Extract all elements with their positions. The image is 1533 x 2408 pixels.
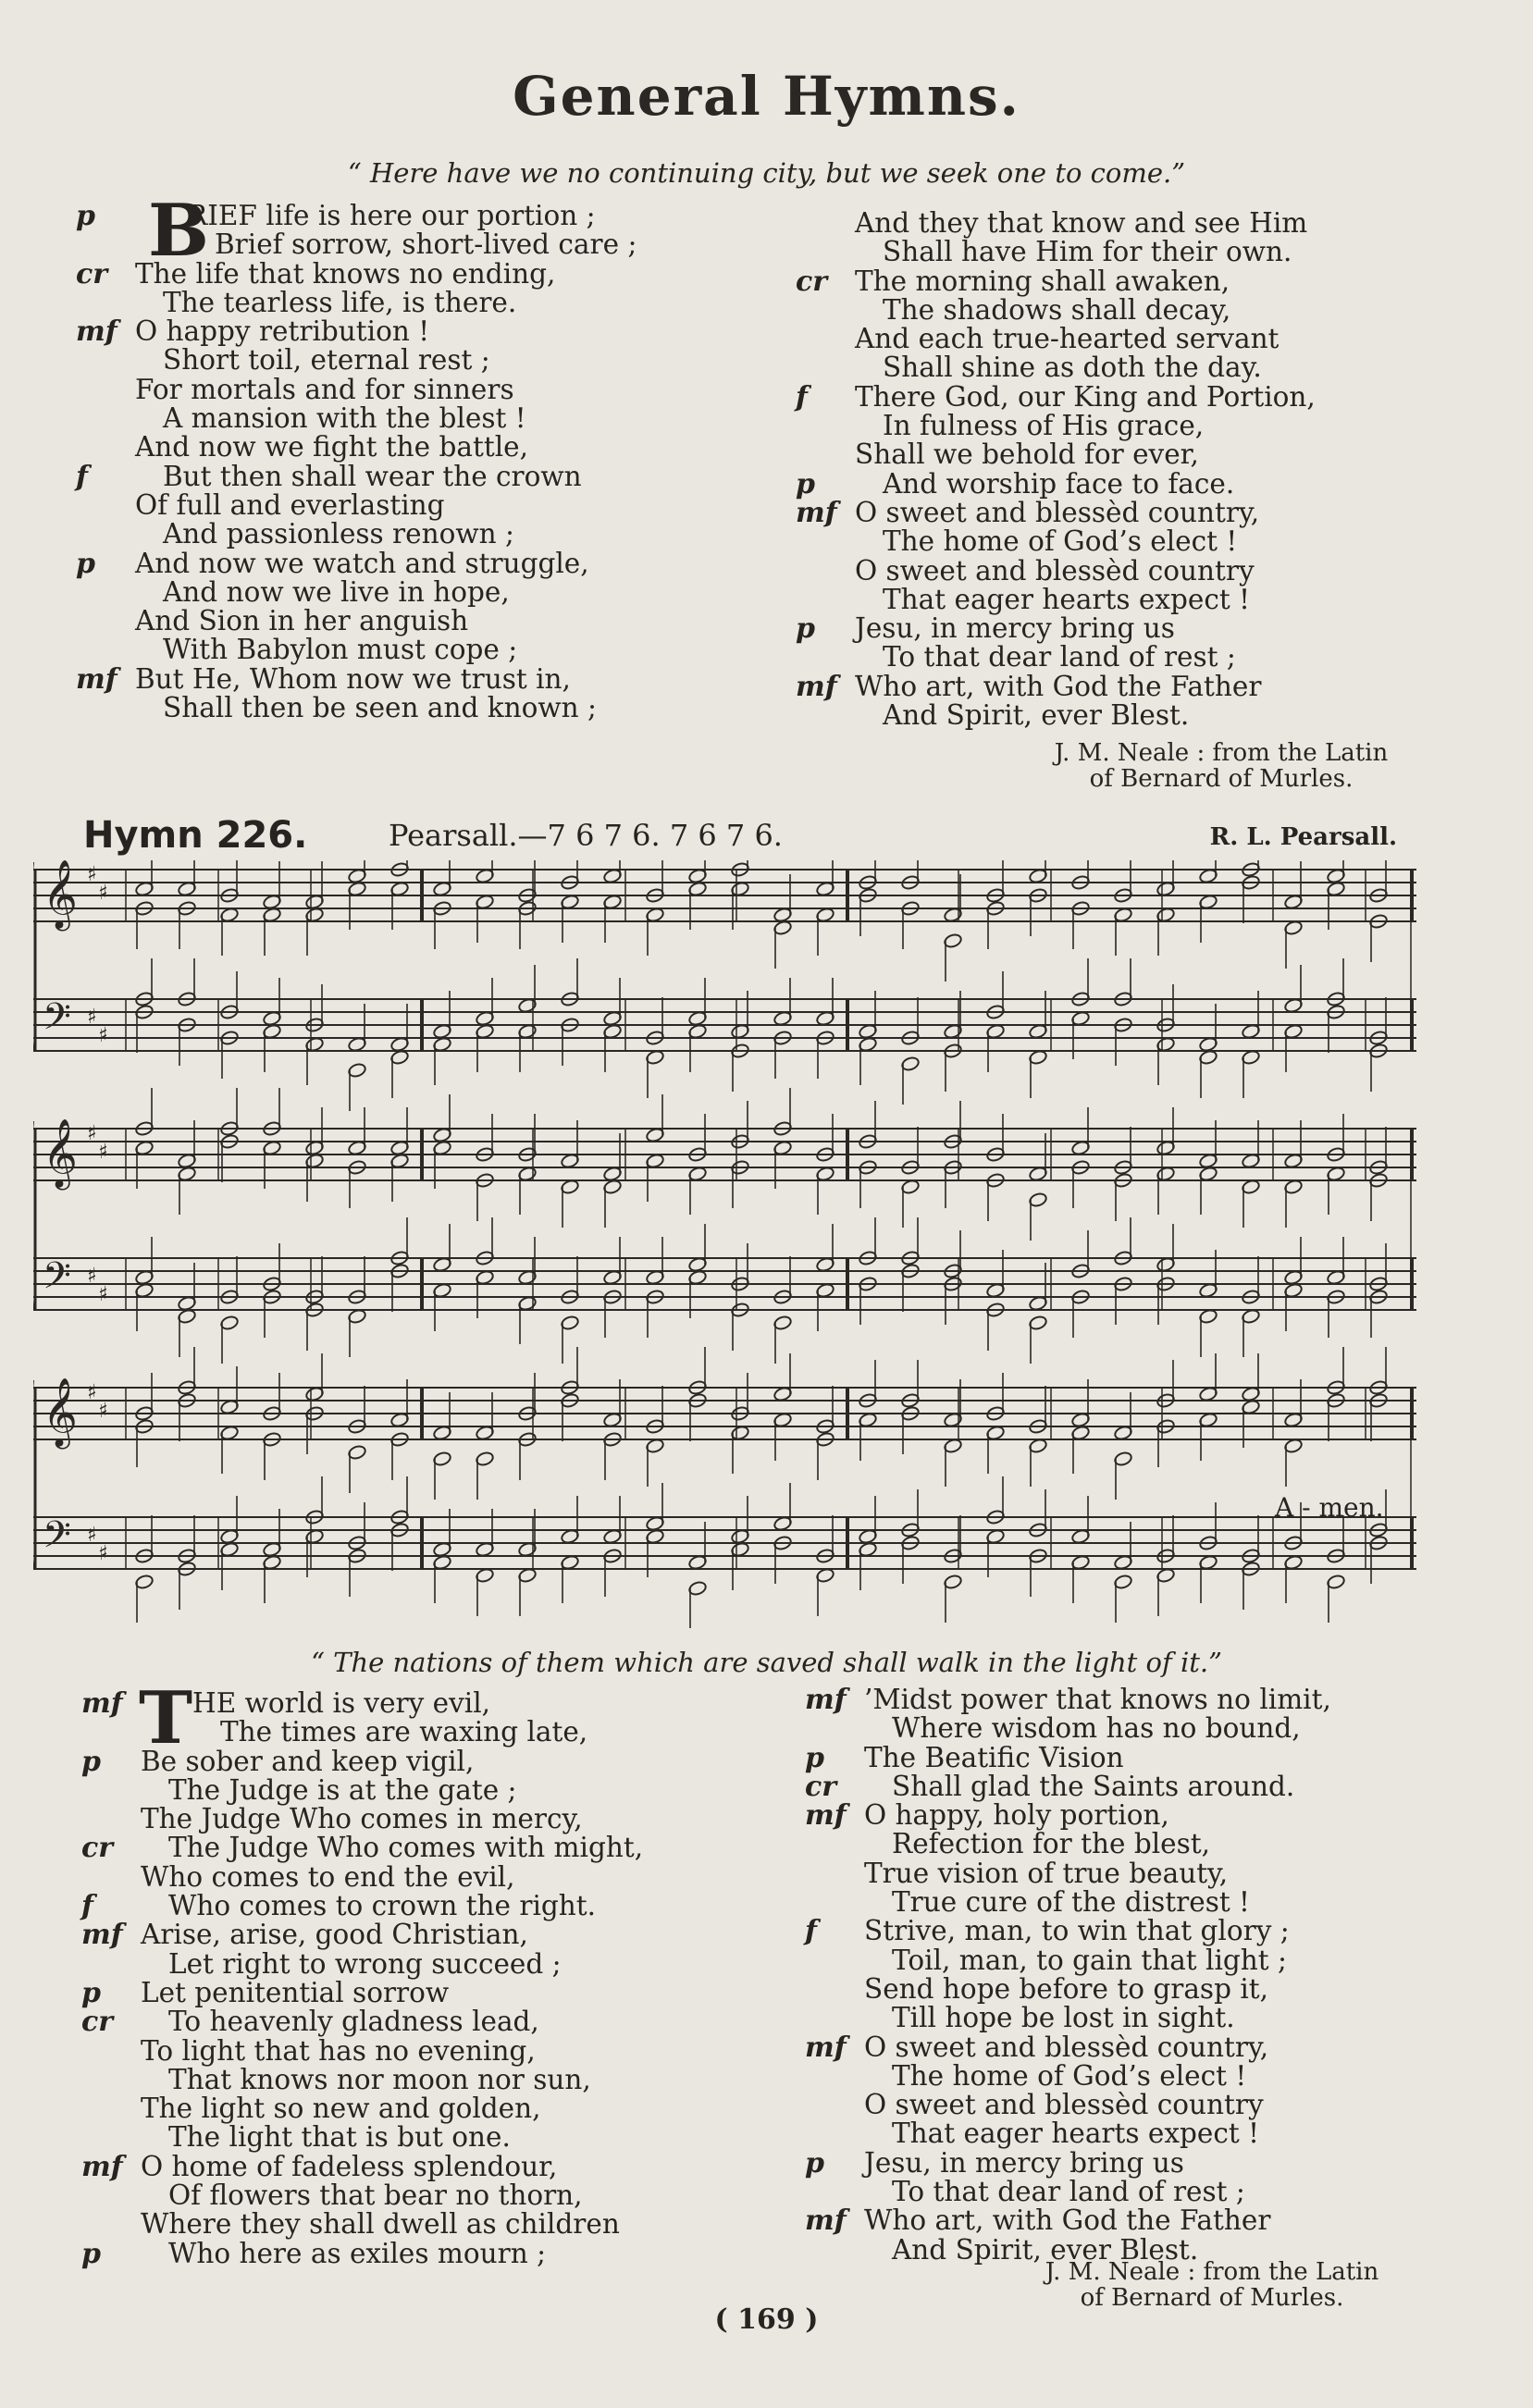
verse-line xyxy=(796,670,1316,703)
dynamic-marking xyxy=(76,433,135,462)
dynamic-marking xyxy=(81,1805,141,1834)
verse-text: True vision of true beauty, xyxy=(864,1857,1229,1889)
verse-text: Jesu, in mercy bring us xyxy=(855,612,1175,645)
dynamic-marking xyxy=(805,1714,864,1743)
verse-line xyxy=(81,2210,643,2239)
verse-line xyxy=(805,1772,1331,1801)
hymn-226-heading xyxy=(83,814,1397,860)
verse-line xyxy=(81,2237,643,2270)
verse-line xyxy=(796,554,1316,587)
dynamic-marking: mf xyxy=(76,662,117,696)
dynamic-marking: mf xyxy=(76,315,117,349)
svg-text:♯: ♯ xyxy=(98,1400,108,1423)
svg-text:♯: ♯ xyxy=(87,863,97,886)
page-number: ( 169 ) xyxy=(714,2303,819,2336)
svg-text:𝄢: 𝄢 xyxy=(43,1513,71,1565)
verse-line xyxy=(81,1805,643,1834)
verse-line xyxy=(796,701,1316,730)
verse-text: O home of fadeless splendour, xyxy=(141,2150,558,2182)
verse-text: To heavenly gladness lead, xyxy=(168,2006,539,2038)
dynamic-marking xyxy=(796,440,855,469)
dynamic-marking: f xyxy=(81,1890,93,1923)
svg-text:♯: ♯ xyxy=(98,1024,108,1047)
dynamic-marking xyxy=(796,586,855,614)
dynamic-marking xyxy=(76,289,135,317)
tune-name: Pearsall.—7 6 7 6. 7 6 7 6. xyxy=(389,818,783,853)
svg-text:𝄞: 𝄞 xyxy=(43,1378,78,1447)
dynamic-marking xyxy=(805,2119,864,2148)
verse-line xyxy=(81,1860,643,1893)
verse-text: That eager hearts expect ! xyxy=(883,583,1250,615)
hymn-226-right-column xyxy=(805,1686,1331,2265)
verse-line xyxy=(796,293,1316,326)
dynamic-marking: p xyxy=(805,2146,824,2180)
dynamic-marking xyxy=(76,491,135,520)
verse-text: Who comes to crown the right. xyxy=(168,1890,597,1922)
dynamic-marking xyxy=(81,1950,141,1979)
hymn-225-left-column xyxy=(76,189,637,724)
verse-line xyxy=(805,1741,1331,1774)
dynamic-marking xyxy=(805,1946,864,1975)
dynamic-marking xyxy=(76,346,135,375)
dynamic-marking xyxy=(796,296,855,325)
dynamic-marking xyxy=(76,578,135,607)
verse-line xyxy=(76,286,637,318)
verse-line xyxy=(76,547,637,580)
verse-text: Where they shall dwell as children xyxy=(141,2208,620,2241)
verse-line xyxy=(805,1799,1331,1833)
dynamic-marking xyxy=(796,209,855,238)
verse-text: The home of God’s elect ! xyxy=(892,2059,1247,2092)
verse-text: The life that knows no ending, xyxy=(135,257,556,290)
verse-text: But then shall wear the crown xyxy=(163,460,582,492)
dynamic-marking: f xyxy=(805,1915,817,1948)
verse-line xyxy=(81,2063,643,2095)
verse-text: Shall then be seen and known ; xyxy=(163,692,597,724)
verse-line xyxy=(81,2034,643,2067)
verse-line xyxy=(796,643,1316,672)
verse-text: True cure of the distrest ! xyxy=(892,1886,1250,1919)
verse-text: The tearless life, is there. xyxy=(163,286,517,318)
dynamic-marking xyxy=(805,2236,864,2265)
dynamic-marking xyxy=(81,2037,141,2066)
verse-text: The home of God’s elect ! xyxy=(883,525,1238,558)
verse-line xyxy=(805,2004,1331,2032)
verse-line xyxy=(81,1832,644,1865)
verse-line xyxy=(76,373,637,405)
dynamic-marking: mf xyxy=(81,1919,123,1952)
dynamic-marking xyxy=(796,238,855,266)
verse-lines xyxy=(76,189,637,724)
verse-text: O sweet and blessèd country xyxy=(864,2089,1264,2121)
verse-text: O happy, holy portion, xyxy=(864,1799,1169,1832)
hymn-225-right-column xyxy=(796,209,1316,730)
svg-text:♯: ♯ xyxy=(98,882,108,905)
svg-text:𝄢: 𝄢 xyxy=(43,1254,71,1306)
svg-text:♯: ♯ xyxy=(87,1122,97,1145)
verse-text: There God, our King and Portion, xyxy=(855,380,1316,413)
verse-text: Who here as exiles mourn ; xyxy=(168,2237,547,2269)
dynamic-marking: p xyxy=(76,547,95,580)
dynamic-marking xyxy=(805,2091,864,2119)
dynamic-marking: mf xyxy=(805,2204,847,2238)
verse-line xyxy=(76,607,637,636)
hymn-225-attribution xyxy=(1018,740,1425,792)
verse-line xyxy=(76,315,637,349)
svg-text:𝄢: 𝄢 xyxy=(43,995,71,1047)
verse-line xyxy=(76,662,637,696)
verse-line xyxy=(81,1773,643,1806)
verse-text: RIEF life is here our portion ; xyxy=(187,200,596,231)
dynamic-marking: mf xyxy=(796,496,837,529)
verse-text: Let penitential sorrow xyxy=(141,1976,450,2008)
dynamic-marking xyxy=(81,1776,141,1805)
svg-text:♯: ♯ xyxy=(87,1381,97,1404)
verse-text: And Spirit, ever Blest. xyxy=(892,2233,1199,2266)
verse-text: A mansion with the blest ! xyxy=(163,402,526,435)
verse-line xyxy=(796,467,1316,500)
verse-line xyxy=(76,488,637,521)
verse-text: Shall we behold for ever, xyxy=(855,438,1199,471)
verse-text: O sweet and blessèd country xyxy=(855,554,1255,587)
hymn-226-left-column xyxy=(81,1676,644,2270)
verse-line xyxy=(76,433,637,462)
verse-text: Short toil, eternal rest ; xyxy=(163,344,490,377)
verse-text: And now we live in hope, xyxy=(163,575,510,608)
verse-line xyxy=(81,2150,643,2183)
dynamic-marking xyxy=(76,230,135,259)
verse-text: To that dear land of rest ; xyxy=(883,641,1236,673)
dynamic-marking xyxy=(805,2004,864,2032)
dynamic-marking xyxy=(805,2178,864,2206)
verse-text: The times are waxing late, xyxy=(220,1716,588,1748)
dynamic-marking xyxy=(76,520,135,549)
dynamic-marking xyxy=(805,1888,864,1917)
verse-text: To that dear land of rest ; xyxy=(892,2176,1245,2208)
verse-line xyxy=(805,1946,1331,1975)
verse-line xyxy=(81,2094,643,2123)
verse-line xyxy=(796,612,1316,646)
verse-line xyxy=(805,1972,1331,2005)
verse-text: Where wisdom has no bound, xyxy=(892,1712,1301,1745)
verse-line xyxy=(805,2091,1331,2119)
dynamic-marking: cr xyxy=(796,265,828,298)
dynamic-marking xyxy=(805,2062,864,2091)
verse-text: And Sion in her anguish xyxy=(135,605,469,637)
dynamic-marking: mf xyxy=(81,2150,123,2183)
dynamic-marking xyxy=(81,1718,141,1747)
verse-line xyxy=(81,1890,643,1923)
dynamic-marking: cr xyxy=(81,2006,114,2039)
dynamic-marking: mf xyxy=(796,670,837,703)
dynamic-marking xyxy=(796,527,855,556)
verse-text: Be sober and keep vigil, xyxy=(141,1745,475,1777)
verse-text: The Judge Who comes with might, xyxy=(168,1832,644,1864)
dynamic-marking: f xyxy=(76,460,88,493)
verse-text: Jesu, in mercy bring us xyxy=(864,2146,1184,2179)
dynamic-marking xyxy=(796,325,855,353)
verse-text: To light that has no evening, xyxy=(141,2034,536,2067)
svg-text:♯: ♯ xyxy=(98,1141,108,1164)
verse-line xyxy=(805,2033,1331,2062)
verse-line xyxy=(805,1686,1331,1714)
verse-text: Shall glad the Saints around. xyxy=(892,1770,1295,1802)
verse-text: And worship face to face. xyxy=(883,467,1235,500)
verse-line xyxy=(81,1919,643,1952)
amen-lyric: A - men. xyxy=(1275,1492,1384,1523)
verse-text: In fulness of His grace, xyxy=(883,410,1205,442)
svg-text:♯: ♯ xyxy=(87,1006,97,1029)
svg-text:♯: ♯ xyxy=(98,1542,108,1565)
dynamic-marking xyxy=(81,1863,141,1892)
verse-line xyxy=(796,440,1316,469)
attribution-line: J. M. Neale : from the Latin xyxy=(1054,739,1389,767)
verse-text: O sweet and blessèd country, xyxy=(855,496,1260,528)
verse-line xyxy=(76,636,637,664)
verse-text: Shall shine as doth the day. xyxy=(883,352,1262,384)
dynamic-marking xyxy=(805,1830,864,1858)
svg-text:𝄞: 𝄞 xyxy=(43,860,78,929)
verse-line xyxy=(76,346,637,375)
dynamic-marking xyxy=(76,376,135,404)
dynamic-marking: p xyxy=(81,1745,101,1778)
verse-line xyxy=(805,2059,1331,2092)
verse-text: And now we fight the battle, xyxy=(135,431,528,463)
verse-text: Brief sorrow, short-lived care ; xyxy=(215,228,637,261)
verse-text: Of full and everlasting xyxy=(135,488,445,521)
dynamic-marking: p xyxy=(81,2237,101,2270)
verse-line xyxy=(81,2123,643,2152)
dynamic-marking xyxy=(76,636,135,664)
svg-text:♯: ♯ xyxy=(87,1524,97,1547)
dynamic-marking xyxy=(76,404,135,433)
verse-text: And Spirit, ever Blest. xyxy=(883,699,1190,732)
verse-text: That eager hearts expect ! xyxy=(892,2118,1259,2150)
dynamic-marking xyxy=(81,2123,141,2152)
dynamic-marking xyxy=(76,694,135,722)
dynamic-marking xyxy=(81,2210,141,2239)
verse-text: And now we watch and struggle, xyxy=(135,547,589,579)
verse-text: The light so new and golden, xyxy=(141,2093,541,2125)
verse-line xyxy=(805,1859,1331,1888)
verse-text: The morning shall awaken, xyxy=(855,265,1230,297)
verse-text: The Beatific Vision xyxy=(864,1741,1124,1773)
dynamic-marking: p xyxy=(796,612,815,646)
dynamic-marking: p xyxy=(81,1976,101,2009)
verse-line xyxy=(805,2178,1331,2206)
verse-line xyxy=(76,694,637,722)
verse-text: The Judge Who comes in mercy, xyxy=(141,1803,583,1835)
verse-text: Let right to wrong succeed ; xyxy=(168,1947,562,1980)
verse-line xyxy=(796,527,1316,556)
verse-line xyxy=(796,209,1316,238)
verse-text: Strive, man, to win that glory ; xyxy=(864,1915,1290,1947)
dynamic-marking: mf xyxy=(81,1687,123,1720)
verse-text: With Babylon must cope ; xyxy=(163,634,518,666)
attribution-line: of Bernard of Murles. xyxy=(1089,765,1354,793)
verse-text: Arise, arise, good Christian, xyxy=(141,1919,528,1951)
dynamic-marking: p xyxy=(796,467,815,500)
verse-text: Shall have Him for their own. xyxy=(883,236,1292,268)
dynamic-marking xyxy=(81,2094,141,2123)
music-score xyxy=(33,860,1430,1628)
dynamic-marking: p xyxy=(805,1741,824,1774)
dynamic-marking xyxy=(796,701,855,730)
svg-text:♯: ♯ xyxy=(87,1265,97,1288)
attribution-line: of Bernard of Murles. xyxy=(1080,2284,1344,2312)
verse-line xyxy=(81,1976,643,2009)
attribution-line: J. M. Neale : from the Latin xyxy=(1045,2258,1379,2286)
verse-line xyxy=(76,404,637,433)
verse-text: ’Midst power that knows no limit, xyxy=(864,1684,1331,1715)
verse-text: But He, Whom now we trust in, xyxy=(135,662,571,695)
dynamic-marking xyxy=(81,2181,141,2210)
verse-line xyxy=(76,520,637,549)
verse-text: And passionless renown ; xyxy=(163,518,514,550)
verse-text: The light that is but one. xyxy=(168,2121,511,2154)
verse-line xyxy=(796,496,1316,529)
verse-text: Who art, with God the Father xyxy=(864,2204,1271,2237)
dynamic-marking: mf xyxy=(805,1684,847,1716)
verse-text: And they that know and see Him xyxy=(855,207,1308,239)
dynamic-marking xyxy=(796,412,855,440)
verse-line xyxy=(796,238,1316,266)
dynamic-marking: cr xyxy=(76,257,108,290)
verse-text: Send hope before to grasp it, xyxy=(864,1972,1268,2005)
verse-line xyxy=(805,1915,1331,1948)
verse-line xyxy=(805,1714,1331,1743)
verse-text: The Judge is at the gate ; xyxy=(168,1773,517,1806)
dynamic-marking xyxy=(796,353,855,382)
verse-text: Toil, man, to gain that light ; xyxy=(892,1944,1287,1976)
verse-line xyxy=(76,460,637,493)
dynamic-marking: mf xyxy=(805,1799,847,1833)
verse-text: O happy retribution ! xyxy=(135,315,430,348)
verse-text: That knows nor moon nor sun, xyxy=(168,2063,591,2095)
svg-text:𝄞: 𝄞 xyxy=(43,1119,78,1188)
verse-line xyxy=(805,2119,1331,2148)
verse-line xyxy=(796,412,1316,440)
hymn-225-epigraph: “ Here have we no continuing city, but we seek one to come.” xyxy=(347,157,1186,189)
dynamic-marking xyxy=(76,607,135,636)
svg-text:♯: ♯ xyxy=(98,1283,108,1306)
dynamic-marking: p xyxy=(76,200,95,232)
verse-text: Who art, with God the Father xyxy=(855,670,1262,702)
verse-line xyxy=(805,1888,1331,1917)
dynamic-marking xyxy=(81,2066,141,2094)
verse-text: The shadows shall decay, xyxy=(883,293,1231,326)
verse-line xyxy=(805,2146,1331,2180)
dynamic-marking: cr xyxy=(81,1832,114,1865)
drop-cap: B xyxy=(148,189,209,273)
verse-line xyxy=(81,1947,643,1980)
dynamic-marking: cr xyxy=(805,1770,837,1803)
verse-line xyxy=(805,2204,1331,2238)
verse-text: For mortals and for sinners xyxy=(135,373,514,405)
dynamic-marking xyxy=(805,1975,864,2004)
dynamic-marking xyxy=(805,1859,864,1888)
verse-line xyxy=(81,2006,643,2039)
dynamic-marking xyxy=(796,557,855,586)
verse-line xyxy=(805,1830,1331,1858)
verse-text: And each true-hearted servant xyxy=(855,323,1280,355)
verse-text: HE world is very evil, xyxy=(192,1687,491,1719)
verse-text: Of flowers that bear no thorn, xyxy=(168,2180,583,2212)
dynamic-marking: f xyxy=(796,380,808,414)
verse-lines xyxy=(796,209,1316,730)
page-title: General Hymns. xyxy=(513,65,1020,128)
drop-cap: T xyxy=(139,1676,193,1760)
verse-text: Till hope be lost in sight. xyxy=(892,2002,1235,2034)
verse-line xyxy=(796,380,1316,414)
hymn-226-epigraph: “ The nations of them which are saved shall walk in the light of it.” xyxy=(311,1647,1222,1678)
verse-line xyxy=(796,325,1316,353)
verse-text: Refection for the blest, xyxy=(892,1828,1210,1860)
verse-line xyxy=(796,583,1316,615)
verse-line xyxy=(76,575,637,608)
dynamic-marking: mf xyxy=(805,2031,847,2064)
verse-lines xyxy=(81,1676,644,2270)
dynamic-marking xyxy=(796,643,855,672)
composer: R. L. Pearsall. xyxy=(1209,823,1397,851)
verse-text: O sweet and blessèd country, xyxy=(864,2031,1269,2063)
verse-line xyxy=(796,353,1316,382)
verse-line xyxy=(796,267,1316,296)
verse-lines xyxy=(805,1686,1331,2265)
verse-text: Who comes to end the evil, xyxy=(141,1860,515,1893)
hymn-number: Hymn 226. xyxy=(83,814,308,857)
verse-line xyxy=(81,2181,643,2210)
